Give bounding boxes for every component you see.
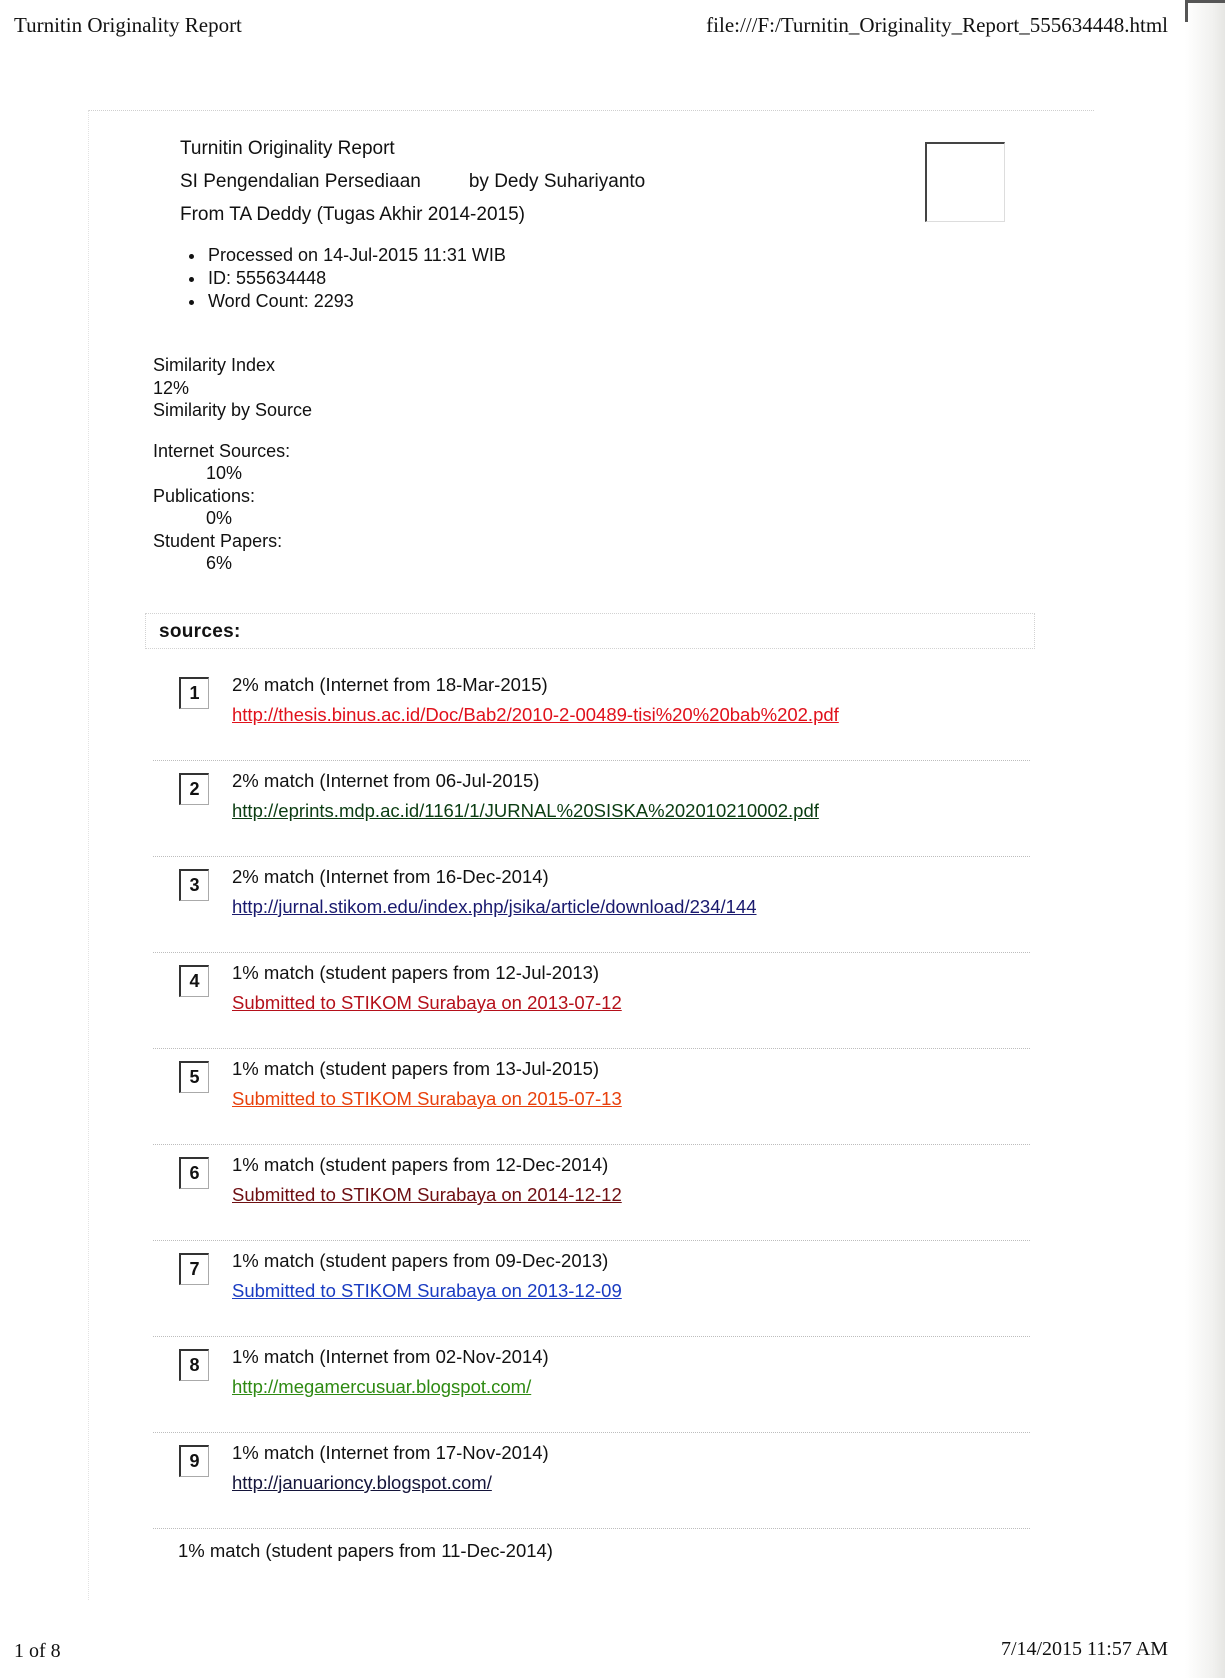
similarity-by-source-label: Similarity by Source xyxy=(153,400,313,420)
source-match-text: 2% match (Internet from 16-Dec-2014) xyxy=(232,866,549,887)
word-count: • Word Count: 2293 xyxy=(206,290,506,313)
student-papers-label: Student Papers: xyxy=(153,530,283,551)
source-match-text: 1% match (student papers from 09-Dec-2013) xyxy=(232,1250,609,1271)
source-item xyxy=(153,665,1030,761)
similarity-summary xyxy=(153,354,312,575)
report-header xyxy=(180,132,645,231)
source-number: 8 xyxy=(179,1349,209,1381)
source-match-text: 1% match (student papers from 12-Dec-2014) xyxy=(232,1154,609,1175)
source-item xyxy=(153,857,1030,953)
source-item xyxy=(153,1049,1030,1145)
source-item xyxy=(153,1241,1030,1337)
source-item xyxy=(153,1433,1030,1529)
source-link[interactable]: Submitted to STIKOM Surabaya on 2013-07-12 xyxy=(232,992,622,1013)
similarity-index-value: 12% xyxy=(153,377,190,398)
student-papers-value: 6% xyxy=(206,553,233,573)
source-match-text: 1% match (student papers from 13-Jul-2015) xyxy=(232,1058,600,1079)
source-item xyxy=(153,953,1030,1049)
source-link[interactable]: Submitted to STIKOM Surabaya on 2014-12-12 xyxy=(232,1184,622,1205)
source-item xyxy=(153,1337,1030,1433)
source-link[interactable]: http://januarioncy.blogspot.com/ xyxy=(232,1472,492,1493)
source-item xyxy=(153,761,1030,857)
print-datetime: 7/14/2015 11:57 AM xyxy=(1000,1638,1168,1660)
source-link[interactable]: http://megamercusuar.blogspot.com/ xyxy=(232,1376,532,1397)
print-header-url: file:///F:/Turnitin_Originality_Report_555634448.html xyxy=(706,13,1168,37)
document-line xyxy=(180,165,645,198)
sources-heading: sources: xyxy=(159,621,241,642)
source-link[interactable]: Submitted to STIKOM Surabaya on 2013-12-09 xyxy=(232,1280,622,1301)
source-match-text-partial: 1% match (student papers from 11-Dec-2014) xyxy=(178,1540,553,1561)
source-number: 4 xyxy=(179,965,209,997)
report-meta xyxy=(185,244,506,313)
source-match-text: 1% match (Internet from 02-Nov-2014) xyxy=(232,1346,549,1367)
source-match-text: 2% match (Internet from 18-Mar-2015) xyxy=(232,674,548,695)
source-number: 9 xyxy=(179,1445,209,1477)
source-match-text: 2% match (Internet from 06-Jul-2015) xyxy=(232,770,540,791)
similarity-index-label: Similarity Index xyxy=(153,355,276,375)
page-counter: 1 of 8 xyxy=(14,1640,61,1662)
report-id: • ID: 555634448 xyxy=(206,267,506,290)
report-title: Turnitin Originality Report xyxy=(180,138,395,159)
scan-edge-corner xyxy=(1185,0,1225,22)
print-header-title: Turnitin Originality Report xyxy=(14,13,242,37)
publications-value: 0% xyxy=(206,508,233,528)
source-link[interactable]: http://thesis.binus.ac.id/Doc/Bab2/2010-2-00489-tisi%20%20bab%202.pdf xyxy=(232,704,839,725)
source-number: 5 xyxy=(179,1061,209,1093)
thumbnail-placeholder xyxy=(925,142,1005,222)
source-match-text: 1% match (Internet from 17-Nov-2014) xyxy=(232,1442,549,1463)
publications-label: Publications: xyxy=(153,485,256,506)
source-link[interactable]: http://eprints.mdp.ac.id/1161/1/JURNAL%20SISKA%202010210002.pdf xyxy=(232,800,819,821)
author: by Dedy Suhariyanto xyxy=(468,171,646,192)
report-source: From TA Deddy (Tugas Akhir 2014-2015) xyxy=(180,204,525,225)
scan-edge xyxy=(1185,0,1225,1678)
sources-bar xyxy=(145,613,1035,649)
internet-sources-label: Internet Sources: xyxy=(153,440,291,461)
source-item xyxy=(153,1145,1030,1241)
source-number: 7 xyxy=(179,1253,209,1285)
source-number: 2 xyxy=(179,773,209,805)
source-link[interactable]: Submitted to STIKOM Surabaya on 2015-07-13 xyxy=(232,1088,622,1109)
document-title: SI Pengendalian Persediaan xyxy=(180,171,421,192)
processed-date: • Processed on 14-Jul-2015 11:31 WIB xyxy=(206,244,506,267)
source-match-text: 1% match (student papers from 12-Jul-2013) xyxy=(232,962,600,983)
source-number: 1 xyxy=(179,677,209,709)
source-number: 6 xyxy=(179,1157,209,1189)
internet-sources-value: 10% xyxy=(206,463,243,483)
source-number: 3 xyxy=(179,869,209,901)
source-link[interactable]: http://jurnal.stikom.edu/index.php/jsika/article/download/234/144 xyxy=(232,896,757,917)
